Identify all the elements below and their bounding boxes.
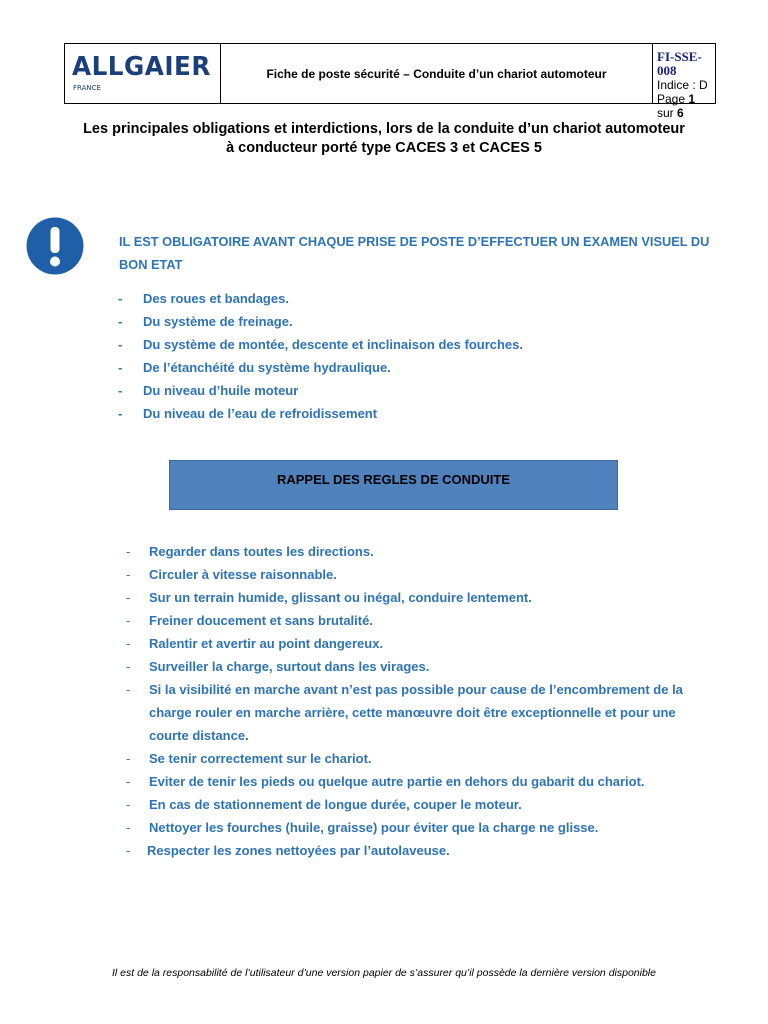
list-bullet: - [118, 337, 123, 352]
list-item-text: Du niveau d’huile moteur [143, 383, 299, 398]
list-item-text: Freiner doucement et sans brutalité. [149, 613, 373, 628]
list-item [126, 839, 706, 862]
list-bullet: - [126, 544, 131, 559]
list-bullet: - [118, 406, 123, 421]
list-item-text: Sur un terrain humide, glissant ou inégal, conduire lentement. [149, 590, 532, 605]
list-item [126, 655, 706, 678]
list-item [126, 678, 706, 747]
list-item [126, 793, 706, 816]
list-item [126, 586, 706, 609]
list-item [126, 609, 706, 632]
list-bullet: - [118, 291, 123, 306]
list-item [118, 287, 718, 310]
list-bullet: - [126, 843, 131, 858]
list-item-text: Si la visibilité en marche avant n’est pas possible pour cause de l’encombrement de la charge rouler en marche arrière, cette manœuvre doit être exceptionnelle et pour une courte distance. [149, 682, 683, 743]
company-logo [65, 44, 221, 103]
list-item-text: Du système de freinage. [143, 314, 293, 329]
list-bullet: - [126, 636, 131, 651]
logo-name: ALLGAIER [72, 52, 211, 82]
list-bullet: - [126, 590, 131, 605]
page-subtitle: Les principales obligations et interdictions, lors de la conduite d’un chariot automoteur à conducteur porté type CACES 3 et CACES 5 [83, 121, 685, 156]
list-item [118, 402, 718, 425]
list-bullet: - [118, 360, 123, 375]
list-item [126, 563, 706, 586]
list-item [118, 310, 718, 333]
list-item-text: Surveiller la charge, surtout dans les virages. [149, 659, 430, 674]
list-bullet: - [118, 314, 123, 329]
rules-banner: RAPPEL DES REGLES DE CONDUITE [169, 460, 618, 510]
list-item-text: Ralentir et avertir au point dangereux. [149, 636, 384, 651]
list-bullet: - [126, 682, 131, 697]
list-item-text: Respecter les zones nettoyées par l’autolaveuse. [147, 843, 450, 858]
list-item-text: En cas de stationnement de longue durée, couper le moteur. [149, 797, 522, 812]
list-item-text: Nettoyer les fourches (huile, graisse) pour éviter que la charge ne glisse. [149, 820, 599, 835]
list-bullet: - [126, 797, 131, 812]
list-item [126, 770, 706, 793]
document-reference [653, 44, 715, 120]
list-bullet: - [126, 567, 131, 582]
inspection-list [118, 287, 718, 425]
list-item [118, 356, 718, 379]
list-item-text: Des roues et bandages. [143, 291, 289, 306]
reference-code: FI-SSE-008 [657, 49, 702, 78]
list-item [126, 540, 706, 563]
list-item [118, 379, 718, 402]
revision-index: Indice : D [657, 78, 708, 92]
list-item-text: De l’étanchéité du système hydraulique. [143, 360, 391, 375]
list-item [118, 333, 718, 356]
list-bullet: - [126, 774, 131, 789]
list-bullet: - [126, 751, 131, 766]
list-item-text: Regarder dans toutes les directions. [149, 544, 374, 559]
list-item [126, 816, 706, 839]
list-item-text: Se tenir correctement sur le chariot. [149, 751, 372, 766]
page-total: 6 [677, 106, 684, 120]
list-item-text: Circuler à vitesse raisonnable. [149, 567, 337, 582]
list-item-text: Du système de montée, descente et inclinaison des fourches. [143, 337, 524, 352]
list-bullet: - [126, 659, 131, 674]
list-item-text: Eviter de tenir les pieds ou quelque autre partie en dehors du gabarit du chariot. [149, 774, 645, 789]
list-bullet: - [126, 820, 131, 835]
list-item [126, 747, 706, 770]
driving-rules-list [126, 540, 706, 862]
list-bullet: - [126, 613, 131, 628]
footer-disclaimer: Il est de la responsabilité de l’utilisateur d’une version papier de s’assurer qu’il possède la dernière version disponible [112, 967, 656, 979]
document-title: Fiche de poste sécurité – Conduite d’un chariot automoteur [221, 44, 653, 103]
list-item-text: Du niveau de l’eau de refroidissement [143, 406, 378, 421]
page-counter: Page 1 sur 6 [657, 92, 696, 120]
list-bullet: - [118, 383, 123, 398]
list-item [126, 632, 706, 655]
document-header [64, 43, 716, 120]
page-number: 1 [688, 92, 696, 106]
obligation-heading: IL EST OBLIGATOIRE AVANT CHAQUE PRISE DE POSTE D’EFFECTUER UN EXAMEN VISUEL DU BON ETAT [119, 234, 710, 272]
logo-subtitle: FRANCE [73, 84, 101, 92]
mandatory-exclamation-icon [26, 217, 84, 275]
